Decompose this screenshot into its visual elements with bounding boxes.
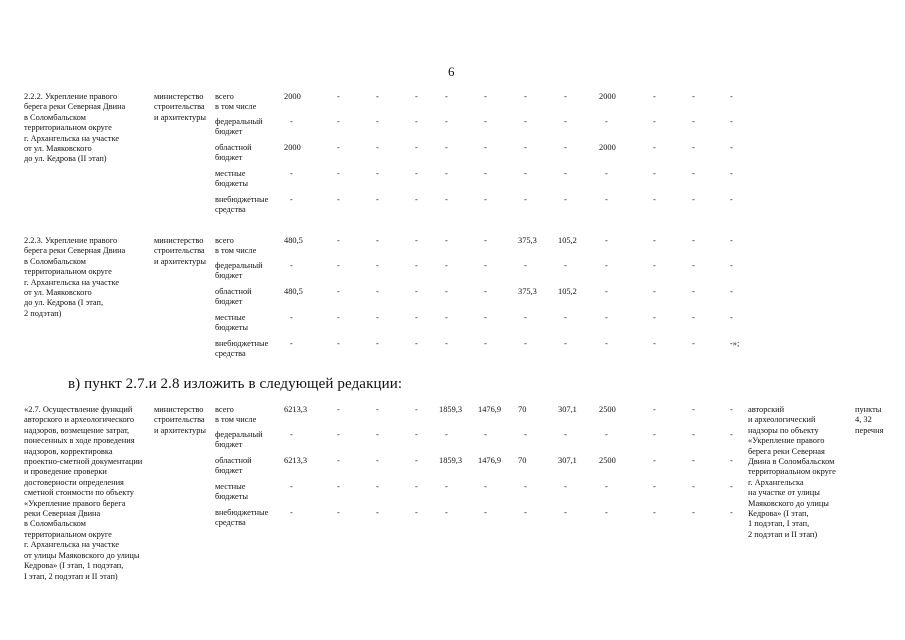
funding-value: - <box>484 482 487 491</box>
funding-value: 375,3 <box>518 236 537 245</box>
funding-value: - <box>653 287 656 296</box>
funding-value: - <box>692 313 695 322</box>
funding-value: - <box>337 236 340 245</box>
funding-value: 6213,3 <box>284 456 308 465</box>
funding-value: - <box>376 405 379 414</box>
funding-value: - <box>445 313 448 322</box>
funding-value: - <box>484 508 487 517</box>
funding-value: - <box>290 482 293 491</box>
funding-value: 480,5 <box>284 287 303 296</box>
funding-value: - <box>692 195 695 204</box>
funding-value: - <box>692 143 695 152</box>
funding-value: - <box>376 287 379 296</box>
funding-value: - <box>692 169 695 178</box>
funding-value: - <box>376 482 379 491</box>
funding-value: - <box>484 92 487 101</box>
funding-value: - <box>653 261 656 270</box>
funding-value: 105,2 <box>558 287 577 296</box>
funding-value: - <box>290 430 293 439</box>
funding-value: - <box>605 339 608 348</box>
funding-value: - <box>415 117 418 126</box>
funding-value: - <box>524 508 527 517</box>
funding-value: - <box>605 169 608 178</box>
funding-value: - <box>445 117 448 126</box>
funding-value: - <box>564 313 567 322</box>
funding-value: - <box>524 169 527 178</box>
funding-value: - <box>337 143 340 152</box>
funding-value: - <box>692 92 695 101</box>
funding-value: - <box>337 339 340 348</box>
funding-value: - <box>524 92 527 101</box>
funding-value: - <box>445 195 448 204</box>
funding-value: - <box>445 169 448 178</box>
funding-value: 2000 <box>284 92 301 101</box>
funding-value: - <box>376 456 379 465</box>
funding-value: - <box>653 117 656 126</box>
funding-value: - <box>692 339 695 348</box>
funding-source-label: областной бюджет <box>215 456 252 476</box>
funding-value: 1476,9 <box>478 456 502 465</box>
funding-value: - <box>524 195 527 204</box>
measure-title: «2.7. Осуществление функций авторского и археологического надзоров, возмещение затрат, понесенных в ходе проведения надзоров, корректировка проектно-сметной документации и проведение проверки достоверности определения сметной стоимости по объекту «Укрепление правого берега реки Северная Двина в Соломбальском территориальном округе г. Архангельска на участке от улицы Маяковского до улицы Кедрова» (I этап, 1 подэтап, I этап, 2 подэтап и II этап) <box>24 405 143 581</box>
funding-value: - <box>653 236 656 245</box>
funding-value: - <box>730 405 733 414</box>
funding-value: - <box>653 313 656 322</box>
funding-value: - <box>653 508 656 517</box>
funding-value: - <box>692 508 695 517</box>
funding-value: - <box>484 430 487 439</box>
funding-value: - <box>290 313 293 322</box>
funding-value: - <box>337 482 340 491</box>
funding-value: - <box>337 169 340 178</box>
funding-source-label: местные бюджеты <box>215 482 249 502</box>
funding-value: - <box>337 405 340 414</box>
funding-source-label: внебюджетные средства <box>215 195 269 215</box>
funding-value: - <box>653 405 656 414</box>
funding-value: - <box>484 169 487 178</box>
funding-value: - <box>730 456 733 465</box>
funding-value: - <box>524 430 527 439</box>
funding-value: - <box>692 236 695 245</box>
funding-value: - <box>484 339 487 348</box>
funding-value: - <box>376 313 379 322</box>
funding-value: - <box>730 195 733 204</box>
funding-value: - <box>376 261 379 270</box>
funding-source-label: областной бюджет <box>215 143 252 163</box>
funding-value: - <box>653 482 656 491</box>
funding-value: 2500 <box>599 405 616 414</box>
funding-value: 70 <box>518 456 527 465</box>
funding-value: - <box>564 117 567 126</box>
funding-value: - <box>692 456 695 465</box>
funding-value: - <box>337 195 340 204</box>
funding-value: - <box>692 117 695 126</box>
funding-value: - <box>445 261 448 270</box>
funding-value: - <box>653 339 656 348</box>
funding-value: - <box>564 430 567 439</box>
funding-value: - <box>730 313 733 322</box>
funding-value: - <box>376 117 379 126</box>
funding-value: - <box>730 508 733 517</box>
funding-value: - <box>415 508 418 517</box>
funding-value: - <box>692 405 695 414</box>
funding-source-label: областной бюджет <box>215 287 252 307</box>
funding-value: - <box>524 143 527 152</box>
page-number: 6 <box>448 64 455 79</box>
funding-value: - <box>692 430 695 439</box>
funding-value: 70 <box>518 405 527 414</box>
funding-value: - <box>484 117 487 126</box>
funding-value: - <box>653 456 656 465</box>
funding-value: - <box>415 92 418 101</box>
funding-value: - <box>290 195 293 204</box>
funding-value: - <box>415 287 418 296</box>
funding-source-label: местные бюджеты <box>215 169 249 189</box>
funding-value: - <box>730 287 733 296</box>
funding-value: - <box>415 143 418 152</box>
funding-value: - <box>415 482 418 491</box>
executor: министерство строительства и архитектуры <box>154 405 207 435</box>
funding-value: - <box>337 117 340 126</box>
funding-value: - <box>445 236 448 245</box>
funding-value: - <box>605 482 608 491</box>
funding-value: - <box>653 92 656 101</box>
executor: министерство строительства и архитектуры <box>154 236 207 266</box>
funding-value: - <box>290 261 293 270</box>
funding-value: - <box>376 92 379 101</box>
funding-value: - <box>290 169 293 178</box>
funding-value: - <box>337 508 340 517</box>
funding-value: - <box>605 261 608 270</box>
funding-value: - <box>692 261 695 270</box>
funding-value: - <box>730 430 733 439</box>
funding-value: 1859,3 <box>439 405 463 414</box>
funding-value: - <box>445 482 448 491</box>
funding-value: - <box>564 92 567 101</box>
funding-value: - <box>376 508 379 517</box>
funding-value: - <box>730 117 733 126</box>
funding-value: 2000 <box>284 143 301 152</box>
funding-value: 6213,3 <box>284 405 308 414</box>
funding-value: - <box>653 169 656 178</box>
funding-value: - <box>445 339 448 348</box>
measure-title: 2.2.2. Укрепление правого берега реки Северная Двина в Соломбальском территориальном округе г. Архангельска на участке от ул. Маяковского до ул. Кедрова (II этап) <box>24 92 126 164</box>
funding-value: 2500 <box>599 456 616 465</box>
funding-source-label: внебюджетные средства <box>215 339 269 359</box>
funding-source-label: федеральный бюджет <box>215 117 263 137</box>
funding-value: 307,1 <box>558 456 577 465</box>
funding-value: - <box>653 430 656 439</box>
funding-value: - <box>730 482 733 491</box>
funding-value: - <box>445 143 448 152</box>
funding-value: - <box>730 143 733 152</box>
funding-value: - <box>692 287 695 296</box>
funding-value: - <box>484 261 487 270</box>
funding-value: - <box>524 482 527 491</box>
funding-value: - <box>445 508 448 517</box>
funding-value: - <box>376 143 379 152</box>
funding-value: - <box>484 195 487 204</box>
funding-value: 105,2 <box>558 236 577 245</box>
funding-value: - <box>376 236 379 245</box>
funding-value: - <box>653 195 656 204</box>
funding-value: - <box>564 169 567 178</box>
funding-value: - <box>605 508 608 517</box>
funding-value: - <box>415 236 418 245</box>
funding-value: - <box>484 313 487 322</box>
funding-source-label: всего в том числе <box>215 236 257 256</box>
plan-reference: пункты 4, 32 перечня <box>855 405 884 435</box>
funding-source-label: федеральный бюджет <box>215 261 263 281</box>
funding-value: 1859,3 <box>439 456 463 465</box>
funding-value: - <box>564 339 567 348</box>
funding-value: - <box>415 313 418 322</box>
funding-value: - <box>605 236 608 245</box>
funding-value: - <box>337 313 340 322</box>
funding-value: - <box>524 261 527 270</box>
funding-value: - <box>415 430 418 439</box>
funding-value: - <box>730 261 733 270</box>
funding-value: - <box>445 287 448 296</box>
funding-source-label: местные бюджеты <box>215 313 249 333</box>
funding-value: - <box>730 92 733 101</box>
funding-value: 2000 <box>599 143 616 152</box>
funding-value: 307,1 <box>558 405 577 414</box>
funding-value: - <box>337 430 340 439</box>
funding-value: 2000 <box>599 92 616 101</box>
funding-value: - <box>415 405 418 414</box>
amendment-heading: в) пункт 2.7.и 2.8 изложить в следующей редакции: <box>68 376 403 392</box>
funding-value: - <box>605 287 608 296</box>
funding-value: - <box>605 313 608 322</box>
funding-source-label: всего в том числе <box>215 405 257 425</box>
funding-value: - <box>564 482 567 491</box>
funding-value: - <box>415 195 418 204</box>
funding-value: - <box>376 430 379 439</box>
funding-value: 1476,9 <box>478 405 502 414</box>
funding-value: -»; <box>730 339 740 348</box>
funding-value: - <box>376 339 379 348</box>
funding-value: - <box>290 117 293 126</box>
funding-value: - <box>290 339 293 348</box>
expected-result: авторский и археологический надзоры по объекту «Укрепление правого берега реки Северная Двина в Соломбальском территориальном округе г. Архангельска на участке от улицы Маяковского до улицы Кедрова» (I этап, 1 подэтап, I этап, 2 подэтап и II этап) <box>748 405 836 539</box>
funding-value: - <box>376 169 379 178</box>
funding-value: - <box>445 430 448 439</box>
funding-value: - <box>376 195 379 204</box>
funding-value: - <box>484 143 487 152</box>
funding-value: - <box>415 169 418 178</box>
funding-value: - <box>564 195 567 204</box>
funding-source-label: федеральный бюджет <box>215 430 263 450</box>
funding-value: - <box>564 143 567 152</box>
funding-value: - <box>730 236 733 245</box>
funding-value: - <box>524 339 527 348</box>
funding-source-label: внебюджетные средства <box>215 508 269 528</box>
funding-value: - <box>564 508 567 517</box>
funding-value: - <box>653 143 656 152</box>
funding-value: - <box>524 117 527 126</box>
funding-value: - <box>524 313 527 322</box>
funding-value: - <box>337 456 340 465</box>
funding-value: - <box>730 169 733 178</box>
funding-value: - <box>564 261 567 270</box>
funding-value: 375,3 <box>518 287 537 296</box>
funding-value: - <box>337 287 340 296</box>
funding-value: - <box>605 117 608 126</box>
funding-value: - <box>337 261 340 270</box>
executor: министерство строительства и архитектуры <box>154 92 207 122</box>
measure-title: 2.2.3. Укрепление правого берега реки Северная Двина в Соломбальском территориальном округе г. Архангельска на участке от ул. Маяковского до ул. Кедрова (I этап, 2 подэтап) <box>24 236 126 318</box>
funding-value: - <box>484 236 487 245</box>
funding-value: - <box>290 508 293 517</box>
funding-value: - <box>605 195 608 204</box>
funding-value: - <box>692 482 695 491</box>
funding-value: - <box>415 339 418 348</box>
funding-value: - <box>605 430 608 439</box>
funding-value: - <box>415 456 418 465</box>
funding-value: - <box>415 261 418 270</box>
funding-value: - <box>337 92 340 101</box>
funding-source-label: всего в том числе <box>215 92 257 112</box>
funding-value: 480,5 <box>284 236 303 245</box>
funding-value: - <box>445 92 448 101</box>
funding-value: - <box>484 287 487 296</box>
